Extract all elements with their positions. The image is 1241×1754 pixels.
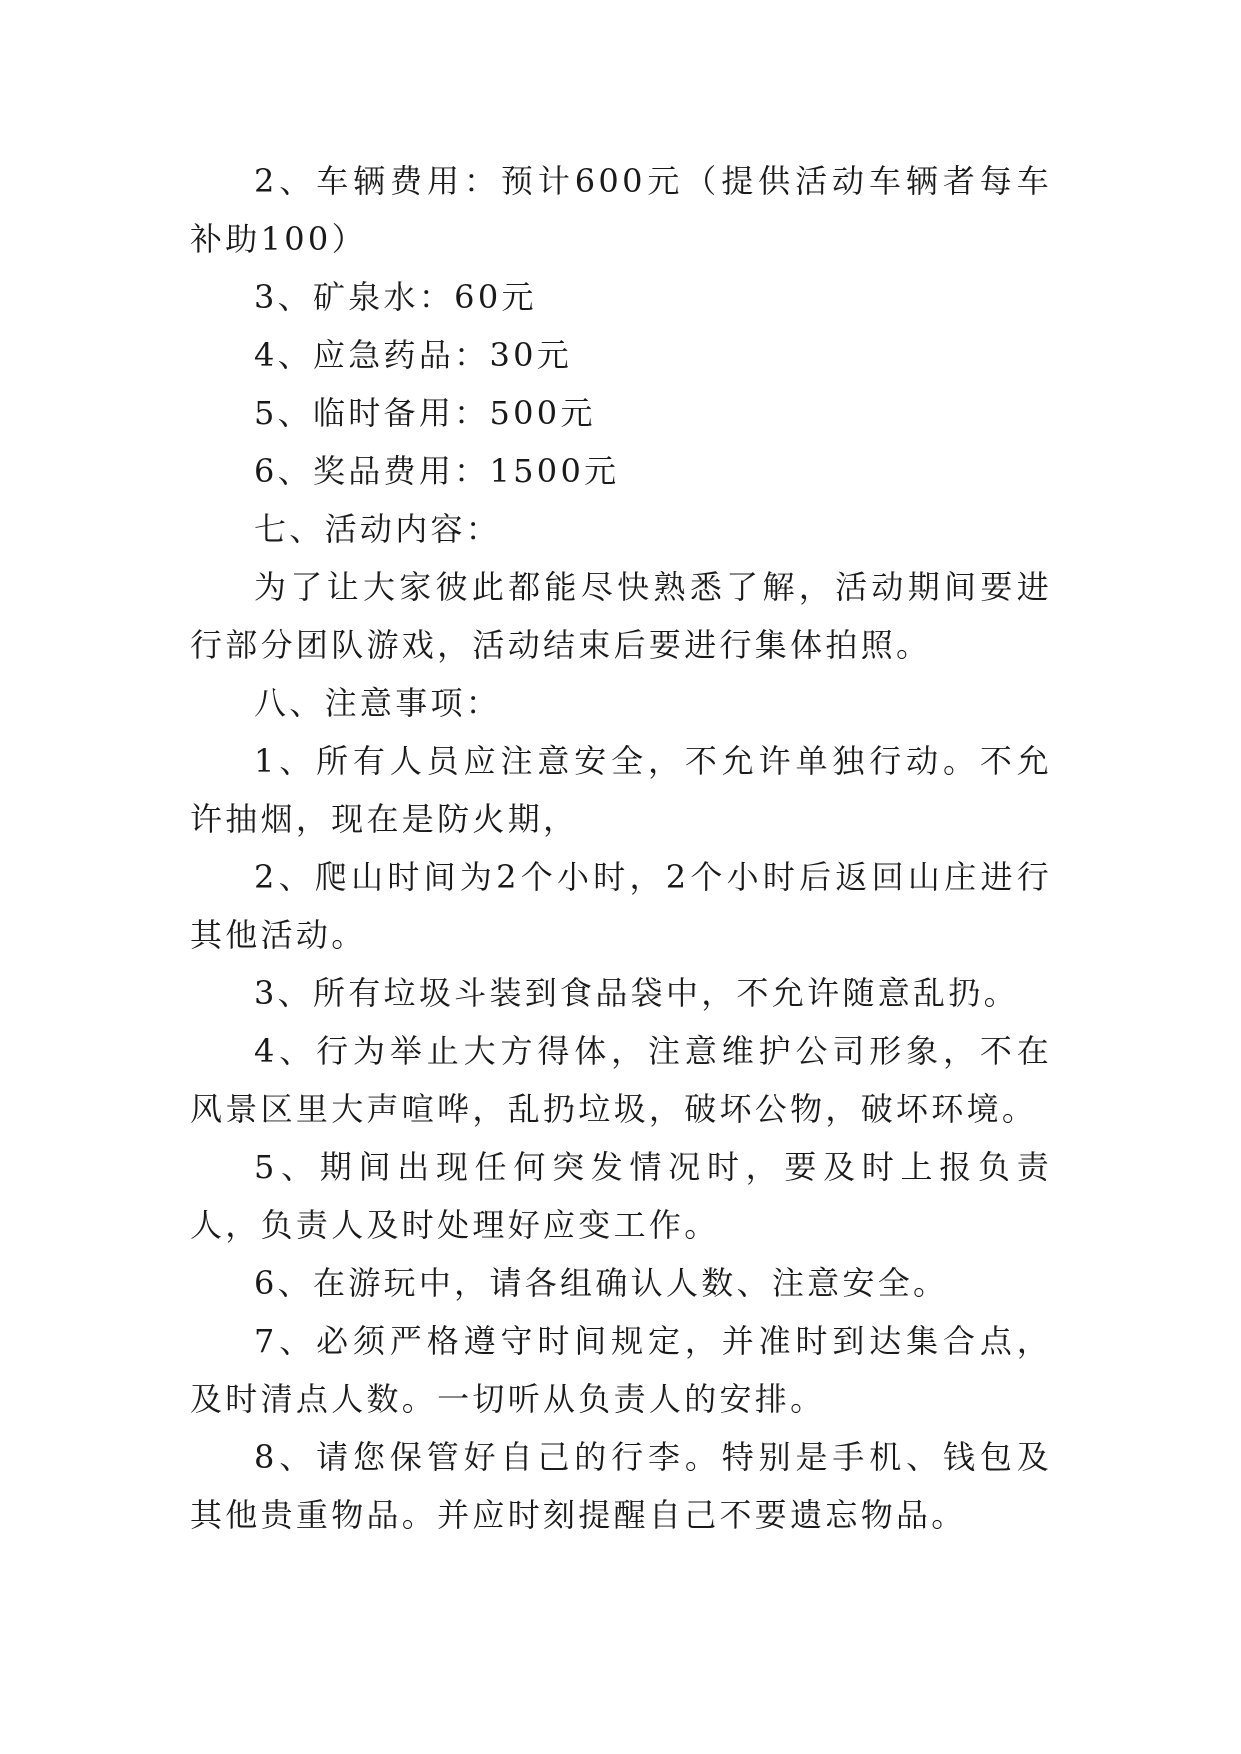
paragraph-note-6: 6、在游玩中，请各组确认人数、注意安全。 xyxy=(254,1264,949,1302)
paragraph-note-3: 3、所有垃圾斗装到食品袋中，不允许随意乱扔。 xyxy=(254,974,1019,1012)
paragraph-vehicle-cost: 2、车辆费用：预计600元（提供活动车辆者每车补助100） xyxy=(190,162,1052,258)
paragraph-temporary-reserve: 5、临时备用：500元 xyxy=(254,394,596,432)
paragraph-note-5: 5、期间出现任何突发情况时，要及时上报负责人，负责人及时处理好应变工作。 xyxy=(190,1148,1052,1244)
paragraph-note-1: 1、所有人员应注意安全，不允许单独行动。不允许抽烟，现在是防火期， xyxy=(190,742,1052,838)
paragraph-note-8: 8、请您保管好自己的行李。特别是手机、钱包及其他贵重物品。并应时刻提醒自己不要遗忘物品。 xyxy=(190,1438,1052,1534)
document-body xyxy=(190,152,1052,1544)
paragraph-emergency-medicine: 4、应急药品：30元 xyxy=(254,336,573,374)
paragraph-note-7: 7、必须严格遵守时间规定，并准时到达集合点，及时清点人数。一切听从负责人的安排。 xyxy=(190,1322,1052,1418)
section-heading-activity-content: 七、活动内容： xyxy=(254,510,502,548)
section-heading-notes: 八、注意事项： xyxy=(254,684,502,722)
paragraph-mineral-water: 3、矿泉水：60元 xyxy=(254,278,537,316)
paragraph-note-2: 2、爬山时间为2个小时，2个小时后返回山庄进行其他活动。 xyxy=(190,858,1052,954)
paragraph-activity-content: 为了让大家彼此都能尽快熟悉了解，活动期间要进行部分团队游戏，活动结束后要进行集体拍照。 xyxy=(190,568,1052,664)
paragraph-prize-cost: 6、奖品费用：1500元 xyxy=(254,452,620,490)
paragraph-note-4: 4、行为举止大方得体，注意维护公司形象，不在风景区里大声喧哗，乱扔垃圾，破坏公物，破坏环境。 xyxy=(190,1032,1052,1128)
